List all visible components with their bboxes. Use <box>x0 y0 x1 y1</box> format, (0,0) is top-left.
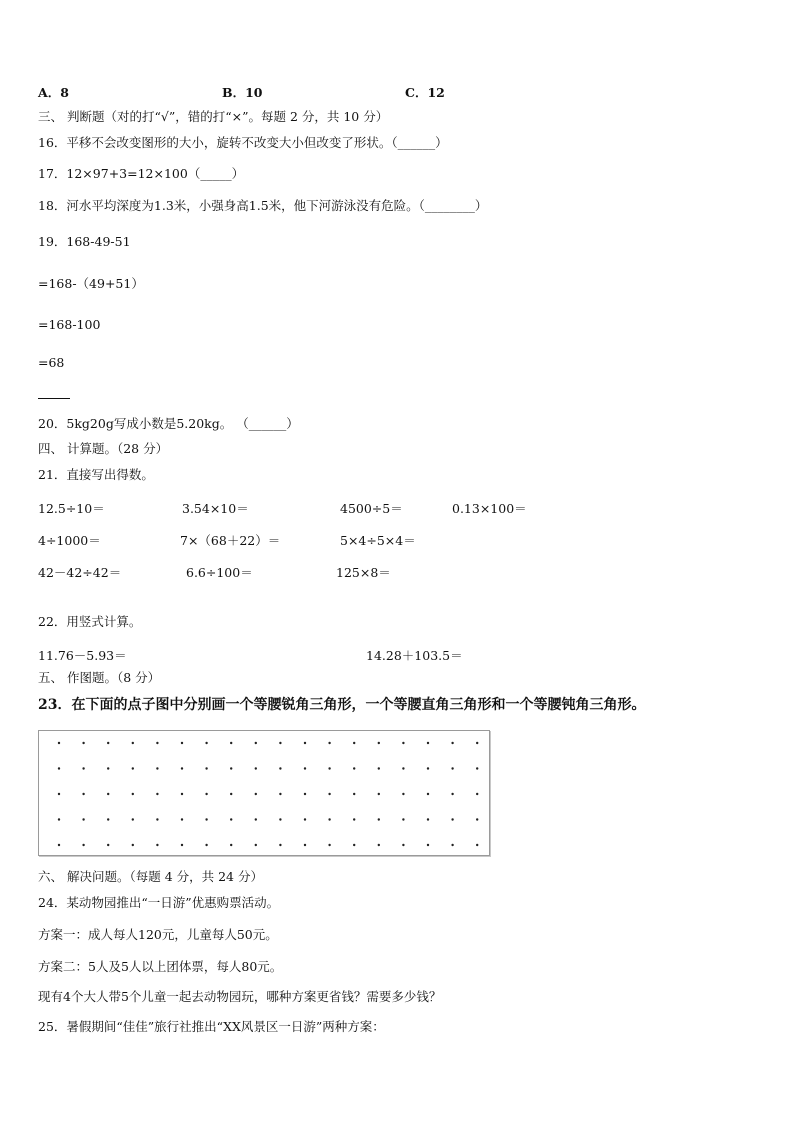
grid-dot <box>402 793 404 795</box>
grid-dot <box>451 767 453 769</box>
grid-dot <box>205 793 207 795</box>
grid-dot <box>205 742 207 744</box>
question-24-question: 现有4个大人带5个儿童一起去动物园玩，哪种方案更省钱？需要多少钱？ <box>38 989 442 1004</box>
grid-dot <box>328 793 330 795</box>
grid-dot <box>181 767 183 769</box>
grid-dot <box>279 767 281 769</box>
option-a: A．8 <box>38 85 69 100</box>
vertical-calc-item: 14.28＋103.5＝ <box>366 648 463 663</box>
grid-dot <box>107 844 109 846</box>
question-24-plan-2: 方案二：5人及5人以上团体票，每人80元。 <box>38 959 283 974</box>
grid-dot <box>304 767 306 769</box>
grid-dot <box>107 742 109 744</box>
grid-dot <box>58 742 60 744</box>
grid-dot <box>156 742 158 744</box>
grid-dot <box>205 767 207 769</box>
grid-dot <box>328 818 330 820</box>
grid-dot <box>328 767 330 769</box>
section-6-header: 六、 解决问题。（每题 4 分，共 24 分） <box>38 869 263 884</box>
grid-dot <box>181 793 183 795</box>
grid-dot <box>181 844 183 846</box>
grid-dot <box>107 793 109 795</box>
grid-dot <box>255 844 257 846</box>
grid-dot <box>353 742 355 744</box>
grid-dot <box>82 844 84 846</box>
grid-dot <box>58 793 60 795</box>
grid-dot <box>378 742 380 744</box>
calc-item: 42－42÷42＝ <box>38 565 122 580</box>
grid-dot <box>427 767 429 769</box>
question-25: 25．暑假期间“佳佳”旅行社推出“XX风景区一日游”两种方案： <box>38 1019 385 1034</box>
grid-dot <box>353 818 355 820</box>
grid-dot <box>156 844 158 846</box>
grid-dot <box>476 844 478 846</box>
grid-dot <box>82 767 84 769</box>
grid-dot <box>82 742 84 744</box>
question-19-line-1: 19．168-49-51 <box>38 234 131 249</box>
grid-dot <box>132 793 134 795</box>
grid-dot <box>181 742 183 744</box>
question-23: 23．在下面的点子图中分别画一个等腰锐角三角形，一个等腰直角三角形和一个等腰钝角三角形。 <box>38 697 646 713</box>
section-4-header: 四、 计算题。（28 分） <box>38 441 169 456</box>
grid-dot <box>476 742 478 744</box>
grid-dot <box>255 793 257 795</box>
answer-blank-line <box>38 398 70 399</box>
grid-dot <box>451 742 453 744</box>
grid-dot <box>58 818 60 820</box>
grid-dot <box>230 742 232 744</box>
grid-dot <box>82 818 84 820</box>
grid-dot <box>304 793 306 795</box>
grid-dot <box>279 742 281 744</box>
question-24-plan-1: 方案一：成人每人120元，儿童每人50元。 <box>38 927 278 942</box>
dot-grid-box[interactable] <box>38 730 490 856</box>
grid-dot <box>156 767 158 769</box>
grid-dot <box>230 818 232 820</box>
question-22-title: 22．用竖式计算。 <box>38 614 142 629</box>
grid-dot <box>255 767 257 769</box>
vertical-calc-item: 11.76－5.93＝ <box>38 648 127 663</box>
grid-dot <box>279 844 281 846</box>
grid-dot <box>58 767 60 769</box>
question-19-line-4: =68 <box>38 355 65 370</box>
question-17: 17．12×97+3=12×100（_____） <box>38 166 245 181</box>
option-c: C．12 <box>405 85 445 100</box>
grid-dot <box>378 844 380 846</box>
grid-dot <box>427 793 429 795</box>
grid-dot <box>205 818 207 820</box>
question-19-line-3: =168-100 <box>38 317 101 332</box>
grid-dot <box>279 793 281 795</box>
calc-item: 6.6÷100＝ <box>186 565 253 580</box>
dot-grid[interactable] <box>39 731 489 855</box>
grid-dot <box>58 844 60 846</box>
grid-dot <box>451 818 453 820</box>
grid-dot <box>304 818 306 820</box>
grid-dot <box>402 844 404 846</box>
option-b: B．10 <box>222 85 263 100</box>
calc-item: 3.54×10＝ <box>182 501 249 516</box>
question-24-title: 24．某动物园推出“一日游”优惠购票活动。 <box>38 895 280 910</box>
calc-item: 4÷1000＝ <box>38 533 101 548</box>
question-16: 16．平移不会改变图形的大小，旋转不改变大小但改变了形状。（______） <box>38 135 448 150</box>
grid-dot <box>476 767 478 769</box>
question-19-line-2: =168-（49+51） <box>38 276 144 291</box>
grid-dot <box>132 742 134 744</box>
grid-dot <box>230 844 232 846</box>
grid-dot <box>156 793 158 795</box>
calc-item: 5×4÷5×4＝ <box>340 533 416 548</box>
grid-dot <box>353 844 355 846</box>
grid-dot <box>107 818 109 820</box>
grid-dot <box>304 742 306 744</box>
grid-dot <box>205 844 207 846</box>
grid-dot <box>132 844 134 846</box>
grid-dot <box>378 793 380 795</box>
grid-dot <box>476 818 478 820</box>
calc-item: 125×8＝ <box>336 565 391 580</box>
grid-dot <box>82 793 84 795</box>
question-18: 18．河水平均深度为1.3米，小强身高1.5米，他下河游泳没有危险。（________） <box>38 198 488 213</box>
grid-dot <box>402 742 404 744</box>
grid-dot <box>476 793 478 795</box>
grid-dot <box>328 742 330 744</box>
grid-dot <box>427 742 429 744</box>
grid-dot <box>353 767 355 769</box>
grid-dot <box>279 818 281 820</box>
grid-dot <box>255 742 257 744</box>
section-3-header: 三、 判断题（对的打“√”，错的打“×”。每题 2 分，共 10 分） <box>38 109 389 124</box>
grid-dot <box>378 818 380 820</box>
question-21-title: 21．直接写出得数。 <box>38 467 154 482</box>
calc-item: 4500÷5＝ <box>340 501 403 516</box>
grid-dot <box>402 767 404 769</box>
grid-dot <box>427 818 429 820</box>
question-20: 20．5kg20g写成小数是5.20kg。 （______） <box>38 416 299 431</box>
grid-dot <box>230 793 232 795</box>
grid-dot <box>107 767 109 769</box>
calc-item: 12.5÷10＝ <box>38 501 105 516</box>
grid-dot <box>132 818 134 820</box>
section-5-header: 五、 作图题。（8 分） <box>38 670 161 685</box>
grid-dot <box>328 844 330 846</box>
grid-dot <box>230 767 232 769</box>
grid-dot <box>255 818 257 820</box>
calc-item: 0.13×100＝ <box>452 501 527 516</box>
grid-dot <box>402 818 404 820</box>
grid-dot <box>304 844 306 846</box>
grid-dot <box>451 844 453 846</box>
grid-dot <box>181 818 183 820</box>
grid-dot <box>378 767 380 769</box>
grid-dot <box>353 793 355 795</box>
grid-dot <box>451 793 453 795</box>
calc-item: 7×（68＋22）＝ <box>180 533 281 548</box>
grid-dot <box>156 818 158 820</box>
grid-dot <box>132 767 134 769</box>
grid-dot <box>427 844 429 846</box>
